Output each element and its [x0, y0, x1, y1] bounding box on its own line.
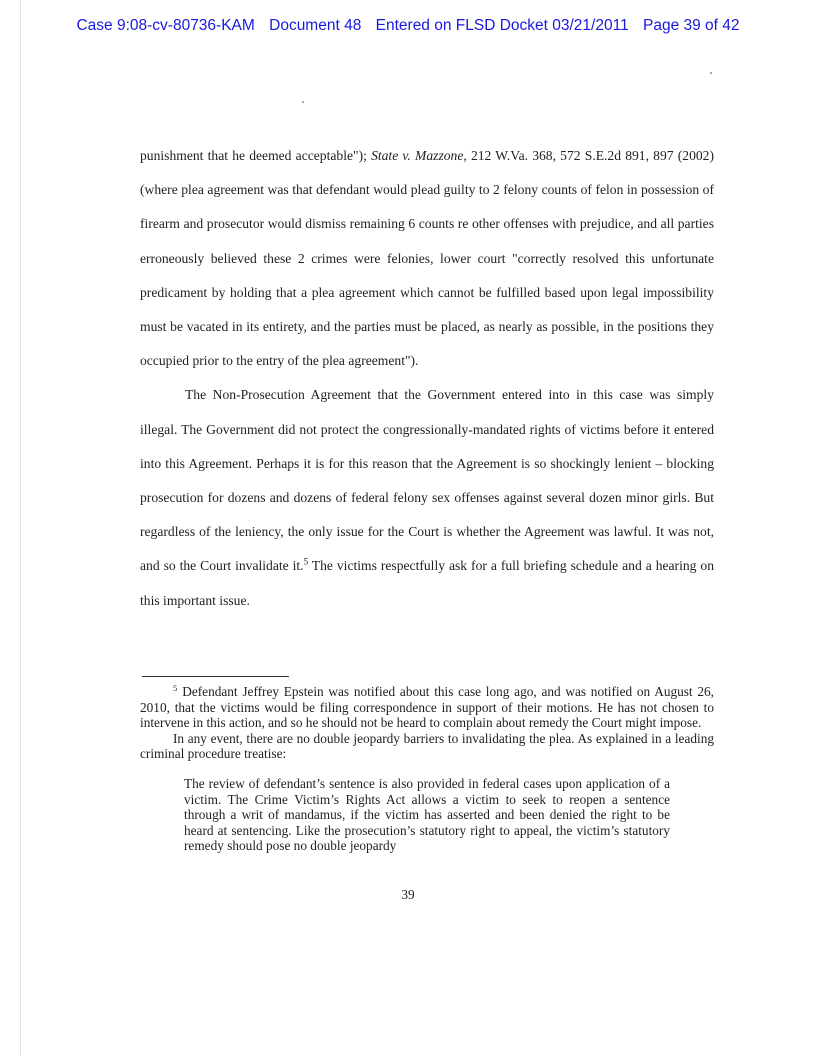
text-run: The victims respectfully ask for a full briefing schedule and a hearing on this important issue.	[140, 558, 714, 608]
scan-speck	[302, 101, 304, 103]
footnote-rule	[142, 676, 289, 677]
scan-speck	[710, 72, 712, 74]
page-number: 39	[401, 887, 415, 902]
paragraph	[140, 378, 714, 617]
text-run: The Non-Prosecution Agreement that the Government entered into in this case was simply illegal. The Government did not protect the congressionally-mandated rights of victims before it entered into this Agreement. Perhaps it is for this reason that the Agreement is so shockingly lenient – blocking prosecution for dozens and dozens of federal felony sex offenses against several dozen minor girls. But regardless of the leniency, the only issue for the Court is whether the Agreement was lawful. It was not, and so the Court invalidate it.	[140, 387, 714, 574]
paragraph-continuation	[140, 139, 714, 378]
page-count: Page 39 of 42	[643, 17, 740, 34]
text-run: punishment that he deemed acceptable");	[140, 148, 372, 163]
case-citation: State v. Mazzone	[371, 148, 464, 163]
text-run: , 212 W.Va. 368, 572 S.E.2d 891, 897 (2002) (where plea agreement was that defendant would plead guilty to 2 felony counts of felon in possession of firearm and prosecutor would dismiss remaining 6 counts re other offenses with prejudice, and all parties erroneously believed these 2 crimes were felonies, lower court "correctly resolved this unfortunate predicament by holding that a plea agreement which cannot be fulfilled based upon legal impossibility must be vacated in its entirety, and the parties must be placed, as nearly as possible, in the positions they occupied prior to the entry of the plea agreement").	[140, 148, 714, 369]
docket-header-stamp	[0, 17, 816, 35]
footnote-reference: 5	[303, 556, 309, 567]
docket-entry: Entered on FLSD Docket 03/21/2011	[375, 17, 629, 34]
footnote-text: Defendant Jeffrey Epstein was notified about this case long ago, and was notified on August 26, 2010, that the victims would be filing correspondence in support of their motions. He has not chosen to intervene in this action, and so he should not be heard to complain about remedy the Court might impose.	[140, 684, 714, 731]
footnotes	[140, 684, 714, 854]
treatise-quote: The review of defendant’s sentence is also provided in federal cases upon application of a victim. The Crime Victim’s Rights Act allows a victim to seek to reopen a sentence through a writ of mandamus, if the victim has asserted and been denied the right to be heard at sentencing. Like the prosecution’s statutory right to appeal, the victim’s statutory remedy should pose no double jeopardy	[184, 775, 670, 854]
body-text	[140, 139, 714, 618]
footnote-5	[140, 684, 714, 731]
document-number: Document 48	[269, 17, 362, 34]
case-number: Case 9:08-cv-80736-KAM	[76, 17, 255, 34]
footnote-continuation: In any event, there are no double jeopardy barriers to invalidating the plea. As explained in a leading criminal procedure treatise:	[140, 730, 714, 762]
footnote-number: 5	[173, 682, 178, 693]
